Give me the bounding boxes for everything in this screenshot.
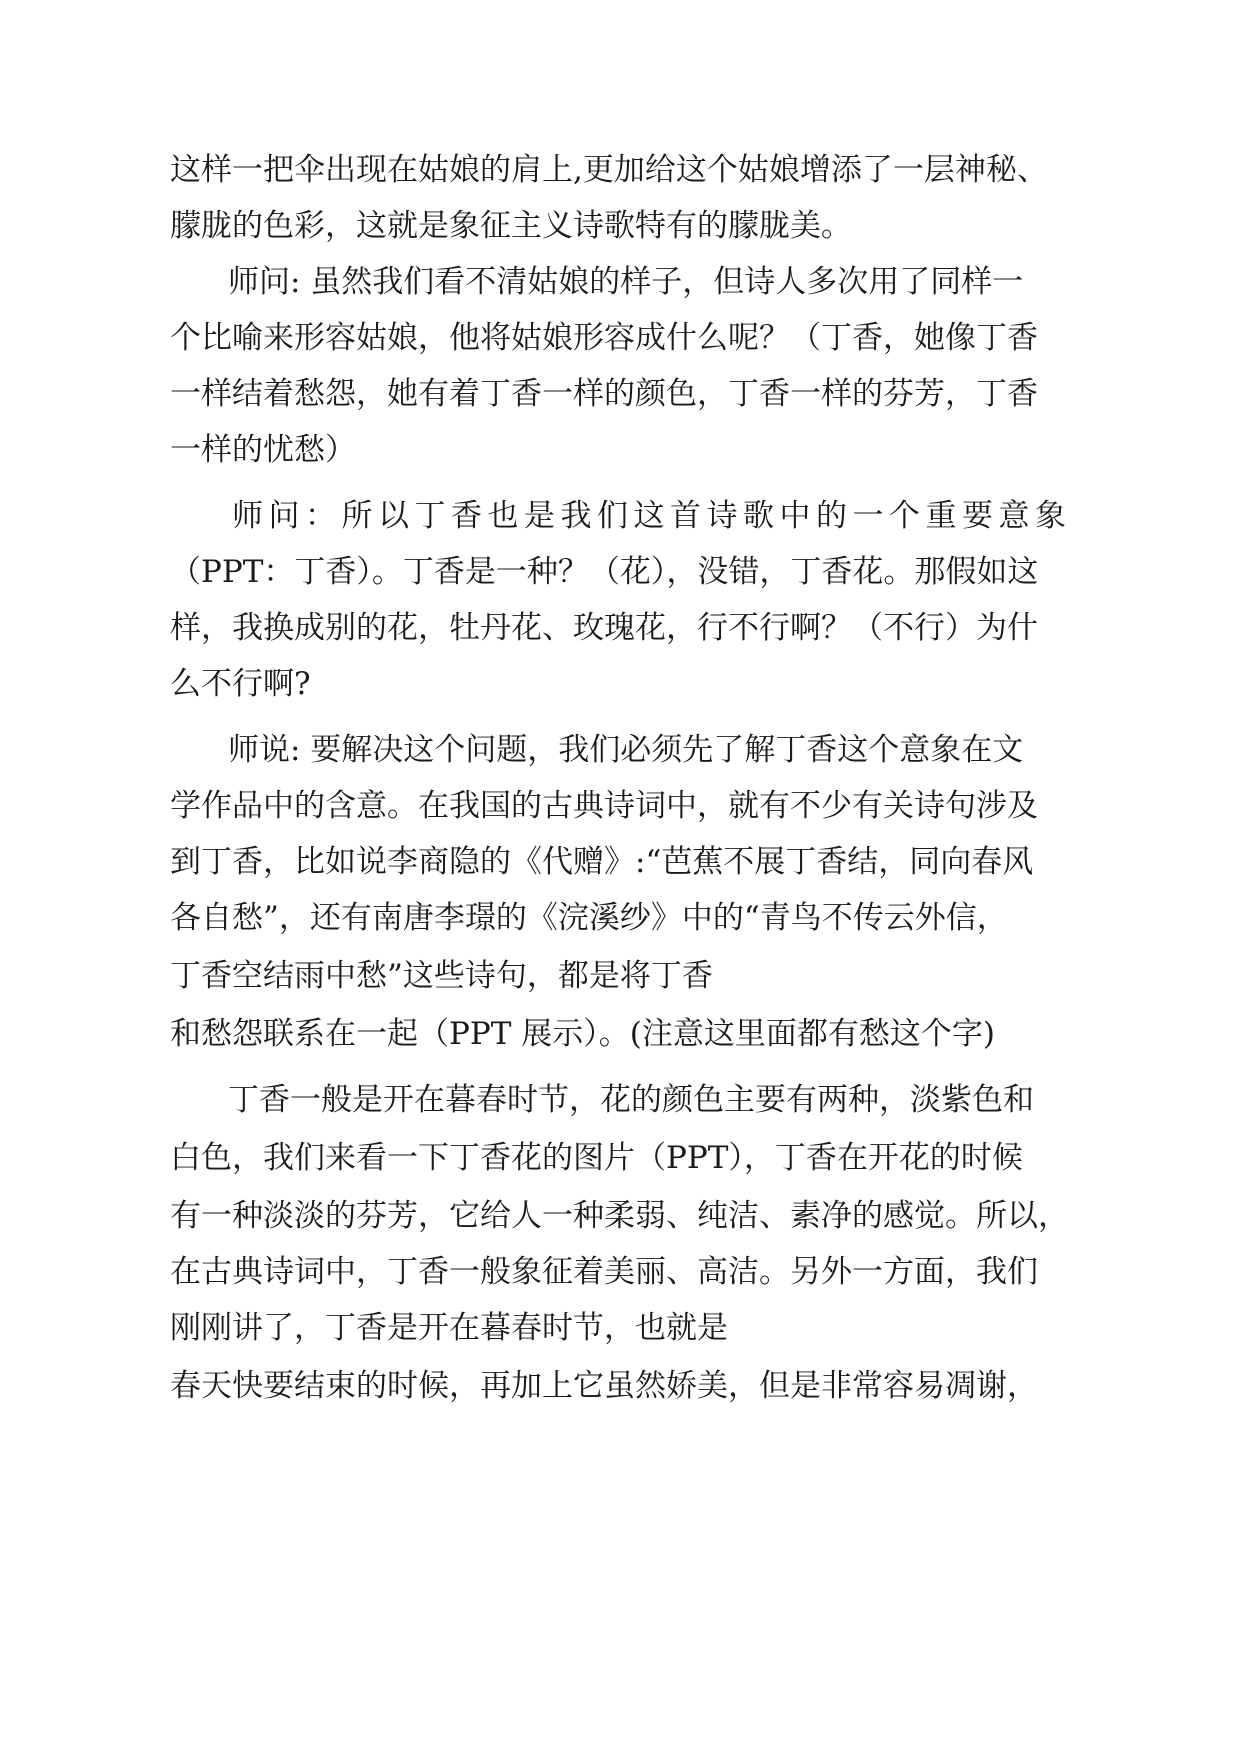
text-line-9: 样，我换成别的花，牡丹花、玫瑰花，行不行啊？（不行）为什: [170, 610, 1038, 646]
text-line-4: 个比喻来形容姑娘，他将姑娘形容成什么呢？（丁香，她像丁香: [170, 320, 1038, 356]
text-line-5: 一样结着愁怨，她有着丁香一样的颜色，丁香一样的芬芳，丁香: [170, 376, 1038, 412]
text-line-8: （PPT：丁香）。丁香是一种？（花），没错，丁香花。那假如这: [170, 554, 1039, 590]
text-line-1: 这样一把伞出现在姑娘的肩上,更加给这个姑娘增添了一层神秘、: [170, 152, 1048, 188]
text-line-19: 有一种淡淡的芬芳，它给人一种柔弱、纯洁、素净的感觉。所以，: [170, 1198, 1069, 1234]
text-line-20: 在古典诗词中，丁香一般象征着美丽、高洁。另外一方面，我们: [170, 1254, 1038, 1290]
text-line-12: 学作品中的含意。在我国的古典诗词中，就有不少有关诗句涉及: [170, 788, 1038, 824]
text-line-21: 刚刚讲了，丁香是开在暮春时节，也就是: [170, 1310, 728, 1346]
text-line-16: 和愁怨联系在一起（PPT 展示）。(注意这里面都有愁这个字): [170, 1016, 995, 1052]
text-line-6: 一样的忧愁）: [170, 432, 356, 468]
text-line-11: 师说: 要解决这个问题，我们必须先了解丁香这个意象在文: [228, 732, 1024, 768]
text-line-17: 丁香一般是开在暮春时节，花的颜色主要有两种，淡紫色和: [228, 1082, 1034, 1118]
text-line-18: 白色，我们来看一下丁香花的图片（PPT），丁香在开花的时候: [170, 1140, 1023, 1176]
text-line-10: 么不行啊?: [170, 666, 311, 702]
text-line-22: 春天快要结束的时候，再加上它虽然娇美，但是非常容易凋谢，: [170, 1368, 1038, 1404]
text-line-14: 各自愁”，还有南唐李璟的《浣溪纱》中的“青鸟不传云外信，: [170, 900, 1008, 936]
text-line-3: 师问: 虽然我们看不清姑娘的样子，但诗人多次用了同样一: [228, 264, 1024, 300]
text-line-2: 朦胧的色彩，这就是象征主义诗歌特有的朦胧美。: [170, 208, 852, 244]
text-line-13: 到丁香，比如说李商隐的《代赠》:“芭蕉不展丁香结，同向春风: [170, 844, 1034, 880]
text-line-7: 师问：所以丁香也是我们这首诗歌中的一个重要意象: [232, 498, 1072, 534]
text-line-15: 丁香空结雨中愁”这些诗句，都是将丁香: [170, 958, 713, 994]
